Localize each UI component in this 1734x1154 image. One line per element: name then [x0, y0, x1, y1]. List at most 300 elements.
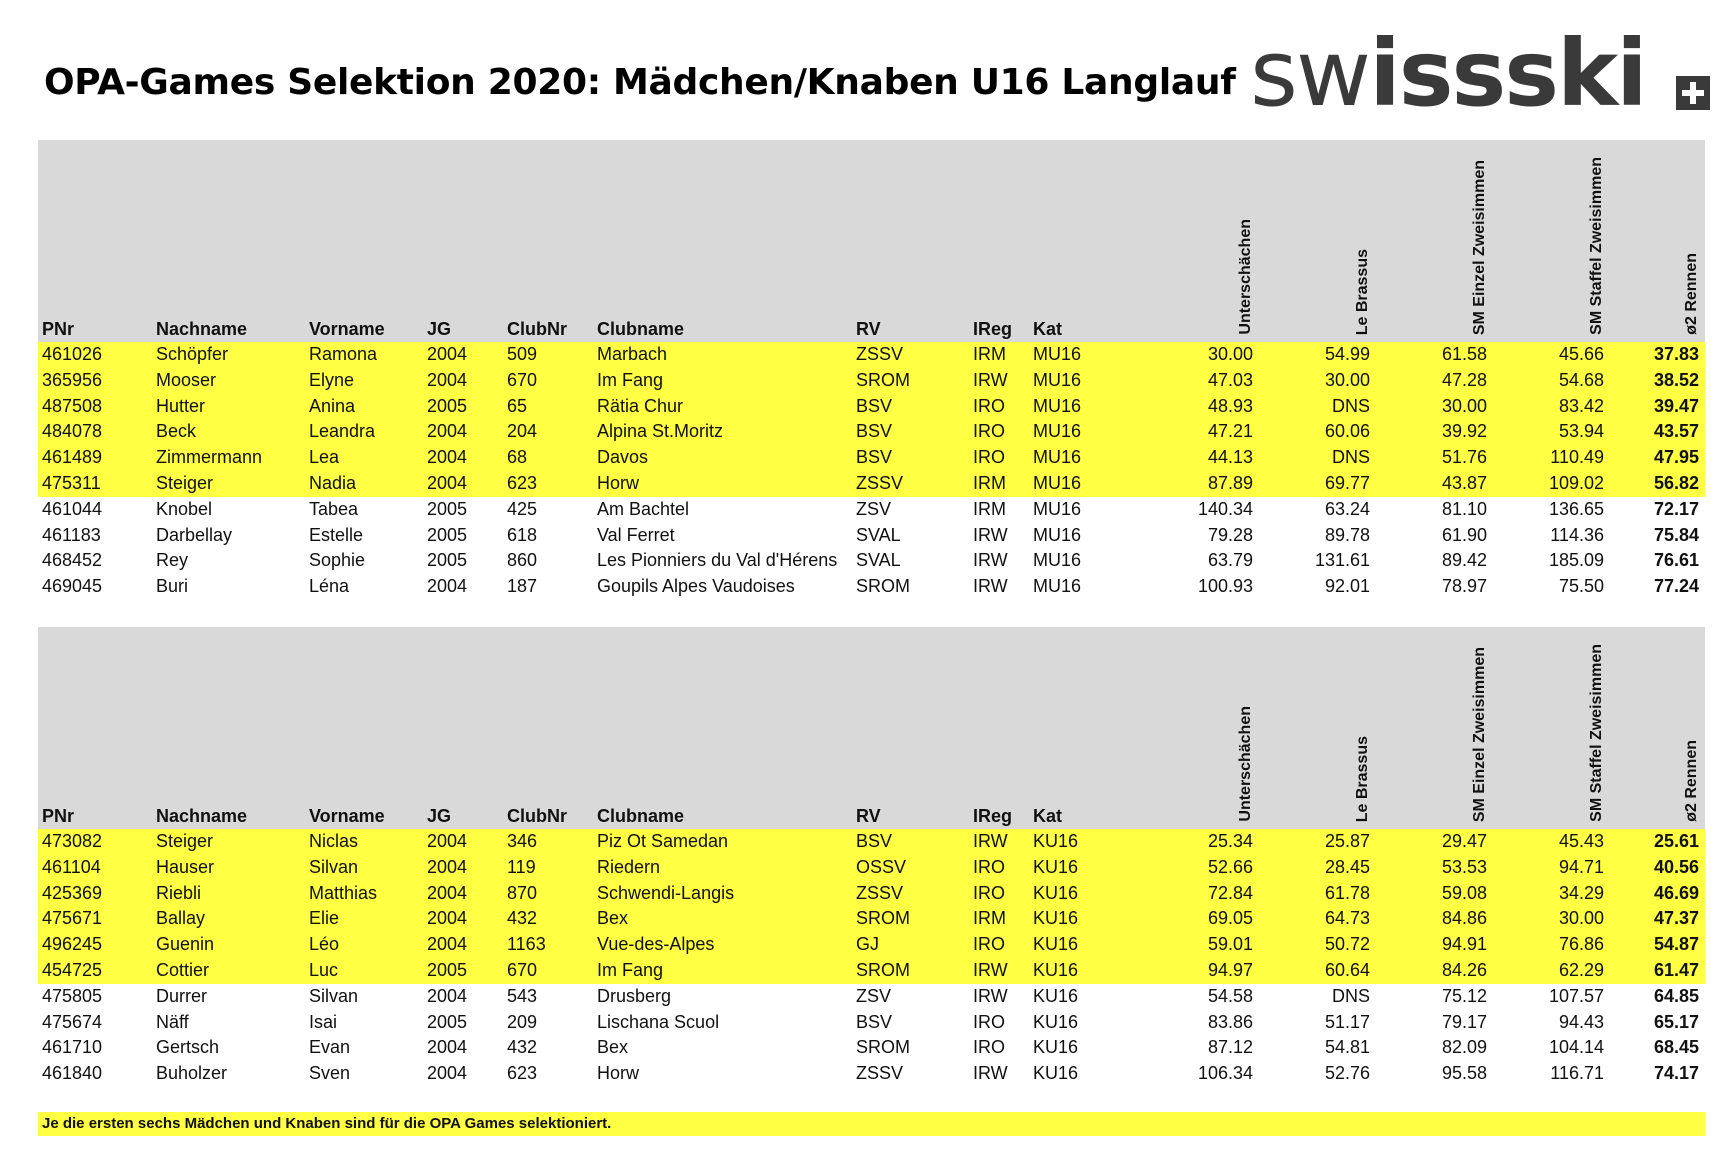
cell-r2: 60.64: [1259, 958, 1376, 984]
cell-nachname: Schöpfer: [152, 342, 305, 368]
cell-vorname: Silvan: [309, 985, 359, 1006]
cell-vorname: Léna: [309, 576, 350, 597]
cell-r1: 87.89: [1124, 471, 1259, 497]
cell-pnr: 469045: [42, 576, 103, 597]
cell-clubnr: 623: [503, 471, 593, 497]
cell-r2: DNS: [1259, 445, 1376, 471]
cell-kat: MU16: [1029, 368, 1124, 394]
cell-nachname: Gertsch: [156, 1037, 220, 1058]
cell-r1: 63.79: [1207, 550, 1253, 571]
page-title: OPA-Games Selektion 2020: Mädchen/Knaben U16 Langlauf: [44, 62, 1236, 103]
cell-rv: SROM: [852, 958, 969, 984]
cell-r3: 79.17: [1441, 1011, 1487, 1032]
cell-jg: 2005: [423, 394, 503, 420]
cell-nachname: Beck: [152, 419, 305, 445]
cell-jg: 2004: [423, 906, 503, 932]
cell-pnr: 473082: [38, 829, 152, 855]
cell-r3: 43.87: [1376, 471, 1493, 497]
table-row: [38, 932, 1705, 958]
cell-r1: 30.00: [1124, 342, 1259, 368]
cell-kat: MU16: [1033, 524, 1082, 545]
col-header-ireg: IReg: [969, 627, 1029, 829]
cell-r4: 83.42: [1493, 394, 1610, 420]
cell-nachname: Buri: [156, 576, 189, 597]
cell-vorname: Silvan: [305, 855, 423, 881]
cell-kat: MU16: [1033, 498, 1082, 519]
cell-r3: 39.92: [1376, 419, 1493, 445]
col-header-clubname: Clubname: [593, 627, 852, 829]
cell-rv: BSV: [852, 394, 969, 420]
cell-rv: SVAL: [856, 524, 901, 545]
cell-r1: 100.93: [1197, 576, 1253, 597]
cell-vorname: Luc: [305, 958, 423, 984]
col-header-kat: Kat: [1029, 627, 1124, 829]
cell-avg: 37.83: [1610, 342, 1705, 368]
logo-text-bold: issski: [1369, 20, 1646, 127]
cell-jg: 2004: [427, 985, 468, 1006]
cell-r2: 28.45: [1259, 855, 1376, 881]
table-row: [38, 574, 1705, 600]
table-row: [38, 368, 1705, 394]
cell-clubname: Val Ferret: [597, 524, 675, 545]
cell-clubnr: 209: [507, 1011, 538, 1032]
cell-ireg: IRO: [969, 881, 1029, 907]
cell-jg: 2004: [427, 1037, 468, 1058]
cell-rv: OSSV: [852, 855, 969, 881]
cell-r2: 64.73: [1259, 906, 1376, 932]
cell-r4: 53.94: [1493, 419, 1610, 445]
cell-ireg: IRO: [969, 855, 1029, 881]
cell-pnr: 454725: [38, 958, 152, 984]
cell-r4: 75.50: [1558, 576, 1604, 597]
cell-r1: 48.93: [1124, 394, 1259, 420]
cell-ireg: IRW: [969, 958, 1029, 984]
cell-kat: KU16: [1033, 985, 1079, 1006]
cell-r3: 81.10: [1441, 498, 1487, 519]
cell-r1: 72.84: [1124, 881, 1259, 907]
cell-jg: 2004: [423, 881, 503, 907]
cell-r2: DNS: [1259, 394, 1376, 420]
table-row: [38, 445, 1705, 471]
cell-r3: 61.58: [1376, 342, 1493, 368]
cell-nachname: Ballay: [152, 906, 305, 932]
cell-nachname: Zimmermann: [152, 445, 305, 471]
table-header-row: [38, 627, 1705, 829]
cell-r4: 107.57: [1548, 985, 1604, 1006]
cell-clubnr: 860: [507, 550, 538, 571]
cell-r1: 106.34: [1197, 1063, 1253, 1084]
cell-vorname: Leandra: [305, 419, 423, 445]
cell-avg: 25.61: [1610, 829, 1705, 855]
cell-vorname: Elie: [305, 906, 423, 932]
cell-avg: 40.56: [1610, 855, 1705, 881]
cell-avg: 72.17: [1653, 498, 1699, 519]
cell-pnr: 487508: [38, 394, 152, 420]
cell-pnr: 475805: [42, 985, 103, 1006]
boys-results-table: [38, 627, 1705, 1087]
cell-ireg: IRW: [973, 1063, 1008, 1084]
col-header-unterschaechen-label: Unterschächen: [1237, 219, 1254, 335]
cell-r3: 82.09: [1441, 1037, 1487, 1058]
cell-avg: 43.57: [1610, 419, 1705, 445]
cell-avg: 64.85: [1653, 985, 1699, 1006]
table-row: [38, 1035, 1705, 1061]
cell-nachname: Guenin: [152, 932, 305, 958]
cell-r1: 59.01: [1124, 932, 1259, 958]
cell-r2: 131.61: [1314, 550, 1370, 571]
cell-pnr: 461840: [42, 1063, 103, 1084]
cell-clubname: Davos: [593, 445, 852, 471]
cell-kat: KU16: [1029, 906, 1124, 932]
cell-clubnr: 623: [507, 1063, 538, 1084]
cell-r2: 60.06: [1259, 419, 1376, 445]
col-header-sm-staffel-label: SM Staffel Zweisimmen: [1588, 157, 1605, 335]
col-header-le-brassus: [1259, 140, 1376, 342]
cell-r4: 94.43: [1558, 1011, 1604, 1032]
cell-r4: 116.71: [1550, 1063, 1604, 1084]
cell-rv: SROM: [856, 1037, 910, 1058]
cell-ireg: IRO: [969, 419, 1029, 445]
cell-r4: 45.43: [1493, 829, 1610, 855]
selection-note: Je die ersten sechs Mädchen und Knaben sind für die OPA Games selektioniert.: [38, 1112, 1705, 1136]
cell-jg: 2005: [427, 550, 468, 571]
col-header-sm-staffel: [1493, 140, 1610, 342]
cell-r1: 83.86: [1207, 1011, 1253, 1032]
cell-clubnr: 670: [503, 958, 593, 984]
cell-avg: 39.47: [1610, 394, 1705, 420]
cell-rv: SROM: [852, 906, 969, 932]
cell-jg: 2005: [427, 1011, 468, 1032]
col-header-pnr: PNr: [38, 627, 152, 829]
table-row: [38, 471, 1705, 497]
cell-r2: 61.78: [1259, 881, 1376, 907]
cell-r3: 94.91: [1376, 932, 1493, 958]
cell-jg: 2004: [423, 342, 503, 368]
cell-kat: KU16: [1033, 1011, 1079, 1032]
cell-ireg: IRW: [969, 368, 1029, 394]
cell-nachname: Hutter: [152, 394, 305, 420]
cell-vorname: Ramona: [305, 342, 423, 368]
cell-kat: MU16: [1033, 550, 1082, 571]
col-header-clubnr: ClubNr: [503, 140, 593, 342]
cell-jg: 2005: [427, 524, 468, 545]
cell-vorname: Estelle: [309, 524, 364, 545]
cell-r3: 47.28: [1376, 368, 1493, 394]
cell-kat: KU16: [1033, 1063, 1079, 1084]
cell-r3: 51.76: [1376, 445, 1493, 471]
table-row: [38, 523, 1705, 549]
cell-rv: ZSSV: [852, 342, 969, 368]
cell-clubnr: 204: [503, 419, 593, 445]
cell-clubnr: 670: [503, 368, 593, 394]
cell-jg: 2004: [423, 471, 503, 497]
cell-r4: 34.29: [1493, 881, 1610, 907]
col-header-sm-staffel-label: SM Staffel Zweisimmen: [1588, 644, 1605, 822]
cell-jg: 2004: [427, 576, 468, 597]
cell-r1: 79.28: [1207, 524, 1253, 545]
cell-kat: KU16: [1029, 829, 1124, 855]
cell-nachname: Knobel: [156, 498, 213, 519]
cell-vorname: Matthias: [305, 881, 423, 907]
cell-vorname: Niclas: [305, 829, 423, 855]
table-row: [38, 1061, 1705, 1087]
cell-jg: 2004: [423, 419, 503, 445]
cell-ireg: IRM: [969, 471, 1029, 497]
cell-vorname: Elyne: [305, 368, 423, 394]
cell-r1: 44.13: [1124, 445, 1259, 471]
cell-jg: 2005: [427, 498, 468, 519]
table-row: [38, 984, 1705, 1010]
col-header-rv: RV: [852, 627, 969, 829]
cell-rv: SROM: [856, 576, 910, 597]
cell-r4: 114.36: [1550, 524, 1604, 545]
cell-r2: 69.77: [1259, 471, 1376, 497]
cell-clubname: Im Fang: [593, 368, 852, 394]
cell-clubname: Lischana Scuol: [597, 1011, 720, 1032]
col-header-unterschaechen-label: Unterschächen: [1237, 706, 1254, 822]
cell-r3: 84.26: [1376, 958, 1493, 984]
cell-r3: 78.97: [1441, 576, 1487, 597]
col-header-vorname: Vorname: [305, 140, 423, 342]
cell-clubnr: 187: [507, 576, 538, 597]
cell-r4: 62.29: [1493, 958, 1610, 984]
cell-r3: 53.53: [1376, 855, 1493, 881]
cell-pnr: 461710: [42, 1037, 103, 1058]
cell-ireg: IRO: [969, 394, 1029, 420]
cell-nachname: Darbellay: [156, 524, 233, 545]
cell-rv: SVAL: [856, 550, 901, 571]
cell-r2: 51.17: [1324, 1011, 1370, 1032]
cell-nachname: Rey: [156, 550, 189, 571]
col-header-rv: RV: [852, 140, 969, 342]
cell-clubname: Im Fang: [593, 958, 852, 984]
cell-clubnr: 509: [503, 342, 593, 368]
table-row: [38, 394, 1705, 420]
cell-clubname: Schwendi-Langis: [593, 881, 852, 907]
table-row: [38, 548, 1705, 574]
cell-nachname: Hauser: [152, 855, 305, 881]
cell-clubnr: 425: [507, 498, 538, 519]
cell-avg: 65.17: [1653, 1011, 1699, 1032]
cell-r4: 110.49: [1493, 445, 1610, 471]
cell-avg: 61.47: [1610, 958, 1705, 984]
cell-vorname: Anina: [305, 394, 423, 420]
cell-clubnr: 1163: [503, 932, 593, 958]
swissski-logo: [1250, 20, 1710, 127]
cell-r3: 89.42: [1441, 550, 1487, 571]
cell-pnr: 425369: [38, 881, 152, 907]
cell-ireg: IRW: [973, 550, 1008, 571]
cell-jg: 2004: [423, 932, 503, 958]
cell-r1: 47.21: [1124, 419, 1259, 445]
cell-vorname: Sophie: [309, 550, 366, 571]
col-header-kat: Kat: [1029, 140, 1124, 342]
cell-clubname: Goupils Alpes Vaudoises: [597, 576, 795, 597]
cell-r4: 30.00: [1493, 906, 1610, 932]
cell-r3: 29.47: [1376, 829, 1493, 855]
cell-rv: ZSSV: [852, 881, 969, 907]
cell-rv: ZSSV: [852, 471, 969, 497]
cell-r2: 63.24: [1324, 498, 1370, 519]
cell-r1: 69.05: [1124, 906, 1259, 932]
col-header-ireg: IReg: [969, 140, 1029, 342]
table-row: [38, 342, 1705, 368]
swiss-cross-icon: [1676, 76, 1710, 110]
cell-r2: 92.01: [1324, 576, 1370, 597]
cell-kat: KU16: [1029, 958, 1124, 984]
cell-clubnr: 346: [503, 829, 593, 855]
cell-nachname: Mooser: [152, 368, 305, 394]
table-row: [38, 958, 1705, 984]
cell-ireg: IRW: [973, 524, 1008, 545]
col-header-le-brassus-label: Le Brassus: [1354, 248, 1371, 335]
cell-r3: 84.86: [1376, 906, 1493, 932]
cell-nachname: Riebli: [152, 881, 305, 907]
table-row: [38, 906, 1705, 932]
cell-vorname: Léo: [305, 932, 423, 958]
cell-r1: 87.12: [1207, 1037, 1253, 1058]
logo-text-light: sw: [1250, 20, 1370, 127]
cell-r2: 25.87: [1259, 829, 1376, 855]
cell-clubnr: 65: [503, 394, 593, 420]
cell-r2: 30.00: [1259, 368, 1376, 394]
cell-kat: KU16: [1029, 881, 1124, 907]
cell-rv: BSV: [852, 445, 969, 471]
cell-nachname: Näff: [156, 1011, 189, 1032]
cell-kat: KU16: [1029, 855, 1124, 881]
cell-ireg: IRW: [973, 576, 1008, 597]
col-header-sm-einzel: [1376, 627, 1493, 829]
cell-rv: BSV: [852, 829, 969, 855]
cell-avg: 68.45: [1653, 1037, 1699, 1058]
cell-r1: 140.34: [1197, 498, 1253, 519]
col-header-avg-label: ø2 Rennen: [1683, 253, 1700, 335]
cell-r4: 185.09: [1548, 550, 1604, 571]
cell-avg: 38.52: [1610, 368, 1705, 394]
cell-r3: 30.00: [1376, 394, 1493, 420]
cell-nachname: Steiger: [152, 829, 305, 855]
table-row: [38, 829, 1705, 855]
col-header-avg: [1610, 140, 1705, 342]
cell-r4: 104.14: [1548, 1037, 1604, 1058]
cell-clubname: Am Bachtel: [597, 498, 690, 519]
cell-r2: 89.78: [1324, 524, 1370, 545]
cell-clubname: Riedern: [593, 855, 852, 881]
cell-clubname: Piz Ot Samedan: [593, 829, 852, 855]
cell-clubname: Rätia Chur: [593, 394, 852, 420]
cell-clubname: Les Pionniers du Val d'Hérens: [597, 550, 838, 571]
cell-ireg: IRO: [973, 1011, 1006, 1032]
cell-vorname: Nadia: [305, 471, 423, 497]
cell-clubname: Bex: [593, 906, 852, 932]
cell-clubname: Marbach: [593, 342, 852, 368]
cell-avg: 77.24: [1653, 576, 1699, 597]
cell-r3: 75.12: [1441, 985, 1487, 1006]
col-header-avg: [1610, 627, 1705, 829]
cell-nachname: Steiger: [152, 471, 305, 497]
col-header-nachname: Nachname: [152, 627, 305, 829]
cell-kat: KU16: [1033, 1037, 1079, 1058]
cell-pnr: 475671: [38, 906, 152, 932]
cell-r1: 94.97: [1124, 958, 1259, 984]
table-row: [38, 419, 1705, 445]
cell-r4: 45.66: [1493, 342, 1610, 368]
col-header-sm-einzel-label: SM Einzel Zweisimmen: [1471, 159, 1488, 335]
cell-clubname: Alpina St.Moritz: [593, 419, 852, 445]
cell-jg: 2004: [423, 829, 503, 855]
cell-vorname: Isai: [309, 1011, 338, 1032]
cell-r4: 94.71: [1493, 855, 1610, 881]
cell-nachname: Cottier: [152, 958, 305, 984]
cell-ireg: IRW: [969, 829, 1029, 855]
col-header-avg-label: ø2 Rennen: [1683, 740, 1700, 822]
cell-avg: 76.61: [1653, 550, 1699, 571]
cell-ireg: IRM: [973, 498, 1006, 519]
cell-rv: BSV: [856, 1011, 893, 1032]
cell-clubnr: 432: [507, 1037, 538, 1058]
col-header-jg: JG: [423, 627, 503, 829]
cell-rv: SROM: [852, 368, 969, 394]
table-header-row: [38, 140, 1705, 342]
cell-kat: MU16: [1029, 419, 1124, 445]
cell-pnr: 475674: [42, 1011, 103, 1032]
cell-clubname: Horw: [593, 471, 852, 497]
cell-r1: 54.58: [1207, 985, 1253, 1006]
cell-vorname: Sven: [309, 1063, 351, 1084]
cell-ireg: IRO: [969, 445, 1029, 471]
table-row: [38, 497, 1705, 523]
cell-ireg: IRW: [973, 985, 1008, 1006]
cell-kat: MU16: [1029, 445, 1124, 471]
cell-kat: KU16: [1029, 932, 1124, 958]
cell-pnr: 461026: [38, 342, 152, 368]
cell-kat: MU16: [1029, 342, 1124, 368]
cell-nachname: Buholzer: [156, 1063, 228, 1084]
col-header-clubname: Clubname: [593, 140, 852, 342]
cell-jg: 2004: [423, 855, 503, 881]
cell-r2: 52.76: [1324, 1063, 1370, 1084]
cell-clubname: Horw: [597, 1063, 640, 1084]
cell-pnr: 484078: [38, 419, 152, 445]
cell-r1: 47.03: [1124, 368, 1259, 394]
cell-r1: 52.66: [1124, 855, 1259, 881]
cell-rv: GJ: [852, 932, 969, 958]
cell-pnr: 461183: [42, 524, 101, 545]
col-header-vorname: Vorname: [305, 627, 423, 829]
cell-pnr: 461044: [42, 498, 103, 519]
cell-avg: 54.87: [1610, 932, 1705, 958]
cell-pnr: 475311: [38, 471, 152, 497]
col-header-unterschaechen: [1124, 140, 1259, 342]
cell-clubname: Drusberg: [597, 985, 672, 1006]
cell-pnr: 461104: [38, 855, 152, 881]
cell-clubnr: 68: [503, 445, 593, 471]
cell-avg: 74.17: [1653, 1063, 1699, 1084]
cell-r4: 136.65: [1548, 498, 1604, 519]
cell-rv: ZSSV: [856, 1063, 904, 1084]
cell-vorname: Lea: [305, 445, 423, 471]
cell-jg: 2005: [423, 958, 503, 984]
cell-r4: 109.02: [1493, 471, 1610, 497]
cell-pnr: 496245: [38, 932, 152, 958]
cell-clubnr: 618: [507, 524, 538, 545]
cell-avg: 47.95: [1610, 445, 1705, 471]
cell-jg: 2004: [423, 445, 503, 471]
col-header-sm-staffel: [1493, 627, 1610, 829]
cell-vorname: Tabea: [309, 498, 359, 519]
cell-pnr: 365956: [38, 368, 152, 394]
cell-ireg: IRO: [969, 932, 1029, 958]
